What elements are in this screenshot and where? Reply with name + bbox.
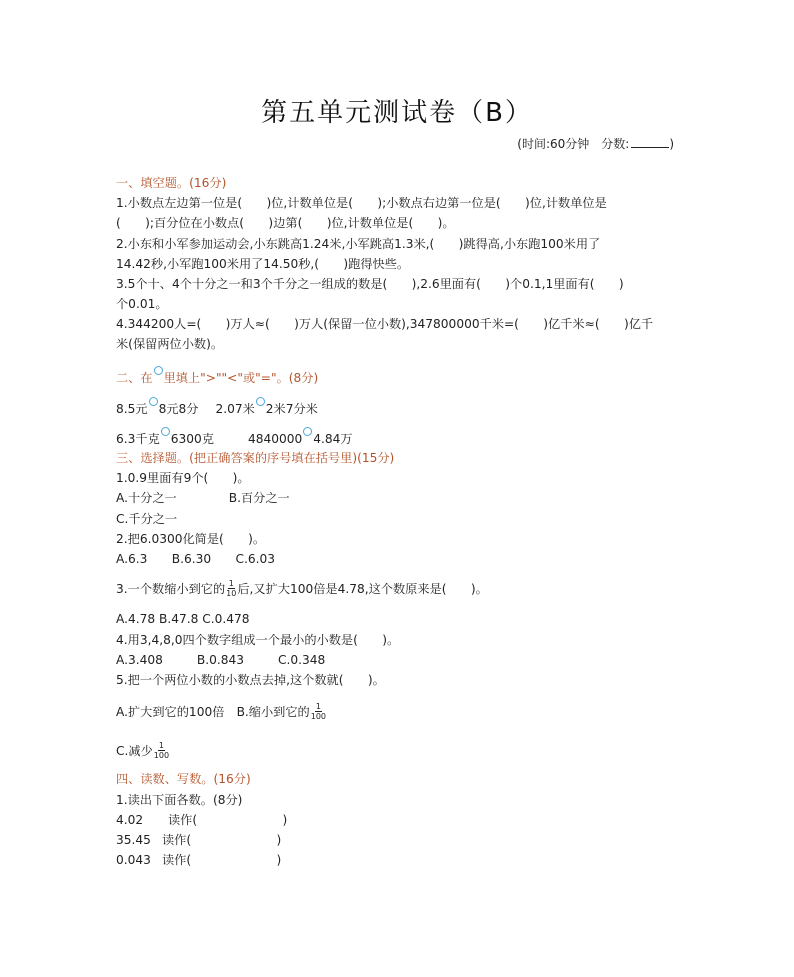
s1-line-1: 1.小数点左边第一位是( )位,计数单位是( );小数点右边第一位是( )位,计数单位是 <box>116 196 607 210</box>
score-blank <box>631 136 669 148</box>
s3-q3 <box>116 580 488 599</box>
fraction: $\frac{1}{100}$ <box>153 741 170 760</box>
section-3-heading: 三、选择题。(把正确答案的序号填在括号里)(15分) <box>116 451 395 465</box>
s4-r1-text: 读作( ) <box>168 813 288 827</box>
time-score-label: (时间:60分钟 分数: <box>517 137 630 151</box>
s4-r3-number: 0.043 <box>116 853 151 867</box>
s3-q4c: C.0.348 <box>278 653 326 667</box>
s2-row-1 <box>116 397 318 417</box>
s2-r1b: 8元8分 <box>158 402 199 416</box>
s3-q5a: A.扩大到它的100倍 B.缩小到它的 <box>116 705 310 719</box>
s2-r1a: 8.5元 <box>116 402 148 416</box>
s4-row-1 <box>116 812 287 828</box>
s3-q1a: A.十分之一 <box>116 491 177 505</box>
fraction: $\frac{1}{10}$ <box>226 579 237 598</box>
circle-icon <box>149 397 158 406</box>
s2-row-2 <box>116 427 353 447</box>
section-4-heading: 四、读数、写数。(16分) <box>116 772 251 786</box>
s1-line-6: 个0.01。 <box>116 297 168 311</box>
s2-r2a: 6.3千克 <box>116 432 160 446</box>
s3-q1-options <box>116 490 290 506</box>
s2-heading-a: 二、在 <box>116 371 153 385</box>
s4-r2-text: 读作( ) <box>162 833 282 847</box>
s3-q5-c <box>116 742 170 761</box>
section-2-heading <box>116 366 318 386</box>
s1-line-7: 4.344200人=( )万人≈( )万人(保留一位小数),347800000千米=( )亿千米≈( )亿千 <box>116 317 654 331</box>
s4-r2-number: 35.45 <box>116 833 151 847</box>
s1-line-5: 3.5个十、4个十分之一和3个千分之一组成的数是( ),2.6里面有( )个0.1,1里面有( ) <box>116 277 624 291</box>
s3-q1b: B.百分之一 <box>228 491 290 505</box>
circle-icon <box>161 427 170 436</box>
s3-q5c: C.减少 <box>116 744 153 758</box>
s3-q4: 4.用3,4,8,0四个数字组成一个最小的小数是( )。 <box>116 633 400 647</box>
fraction: $\frac{1}{100}$ <box>310 702 327 721</box>
s2-r2d: 4.84万 <box>313 432 353 446</box>
s2-r1c: 2.07米 <box>215 402 255 416</box>
s3-q4-options <box>116 652 325 668</box>
s3-q4b: B.0.843 <box>196 653 245 667</box>
s4-row-2 <box>116 832 281 848</box>
s3-q1c: C.千分之一 <box>116 512 178 526</box>
s3-q5-ab <box>116 703 327 722</box>
s1-line-8: 米(保留两位小数)。 <box>116 337 224 351</box>
s4-r3-text: 读作( ) <box>162 853 282 867</box>
circle-icon <box>303 427 312 436</box>
s1-line-3: 2.小东和小军参加运动会,小东跳高1.24米,小军跳高1.3米,( )跳得高,小东跑100米用了 <box>116 237 601 251</box>
s3-q1: 1.0.9里面有9个( )。 <box>116 471 250 485</box>
s2-heading-b: 里填上">""<"或"="。(8分) <box>163 371 319 385</box>
s3-q4a: A.3.408 <box>116 653 163 667</box>
s3-q2: 2.把6.0300化简是( )。 <box>116 532 266 546</box>
meta-close: ) <box>669 137 674 151</box>
s3-q3-options: A.4.78 B.47.8 C.0.478 <box>116 612 250 626</box>
s4-r1-number: 4.02 <box>116 813 144 827</box>
time-score-info <box>517 135 674 152</box>
page-title: 第五单元测试卷（B） <box>261 98 533 128</box>
s1-line-2: ( );百分位在小数点( )边第( )位,计数单位是( )。 <box>116 216 455 230</box>
s2-r2c: 4840000 <box>247 432 303 446</box>
s1-line-4: 14.42秒,小军跑100米用了14.50秒,( )跑得快些。 <box>116 257 410 271</box>
circle-icon <box>154 366 163 375</box>
circle-icon <box>256 397 265 406</box>
s2-r1d: 2米7分米 <box>265 402 318 416</box>
s3-q5: 5.把一个两位小数的小数点去掉,这个数就( )。 <box>116 673 385 687</box>
s3-q2-options: A.6.3 B.6.30 C.6.03 <box>116 552 276 566</box>
s2-r2b: 6300克 <box>170 432 214 446</box>
s4-q1: 1.读出下面各数。(8分) <box>116 793 243 807</box>
s3-q3b: 后,又扩大100倍是4.78,这个数原来是( )。 <box>237 582 488 596</box>
section-1-heading: 一、填空题。(16分) <box>116 176 227 190</box>
s4-row-3 <box>116 852 281 868</box>
s3-q3a: 3.一个数缩小到它的 <box>116 582 226 596</box>
